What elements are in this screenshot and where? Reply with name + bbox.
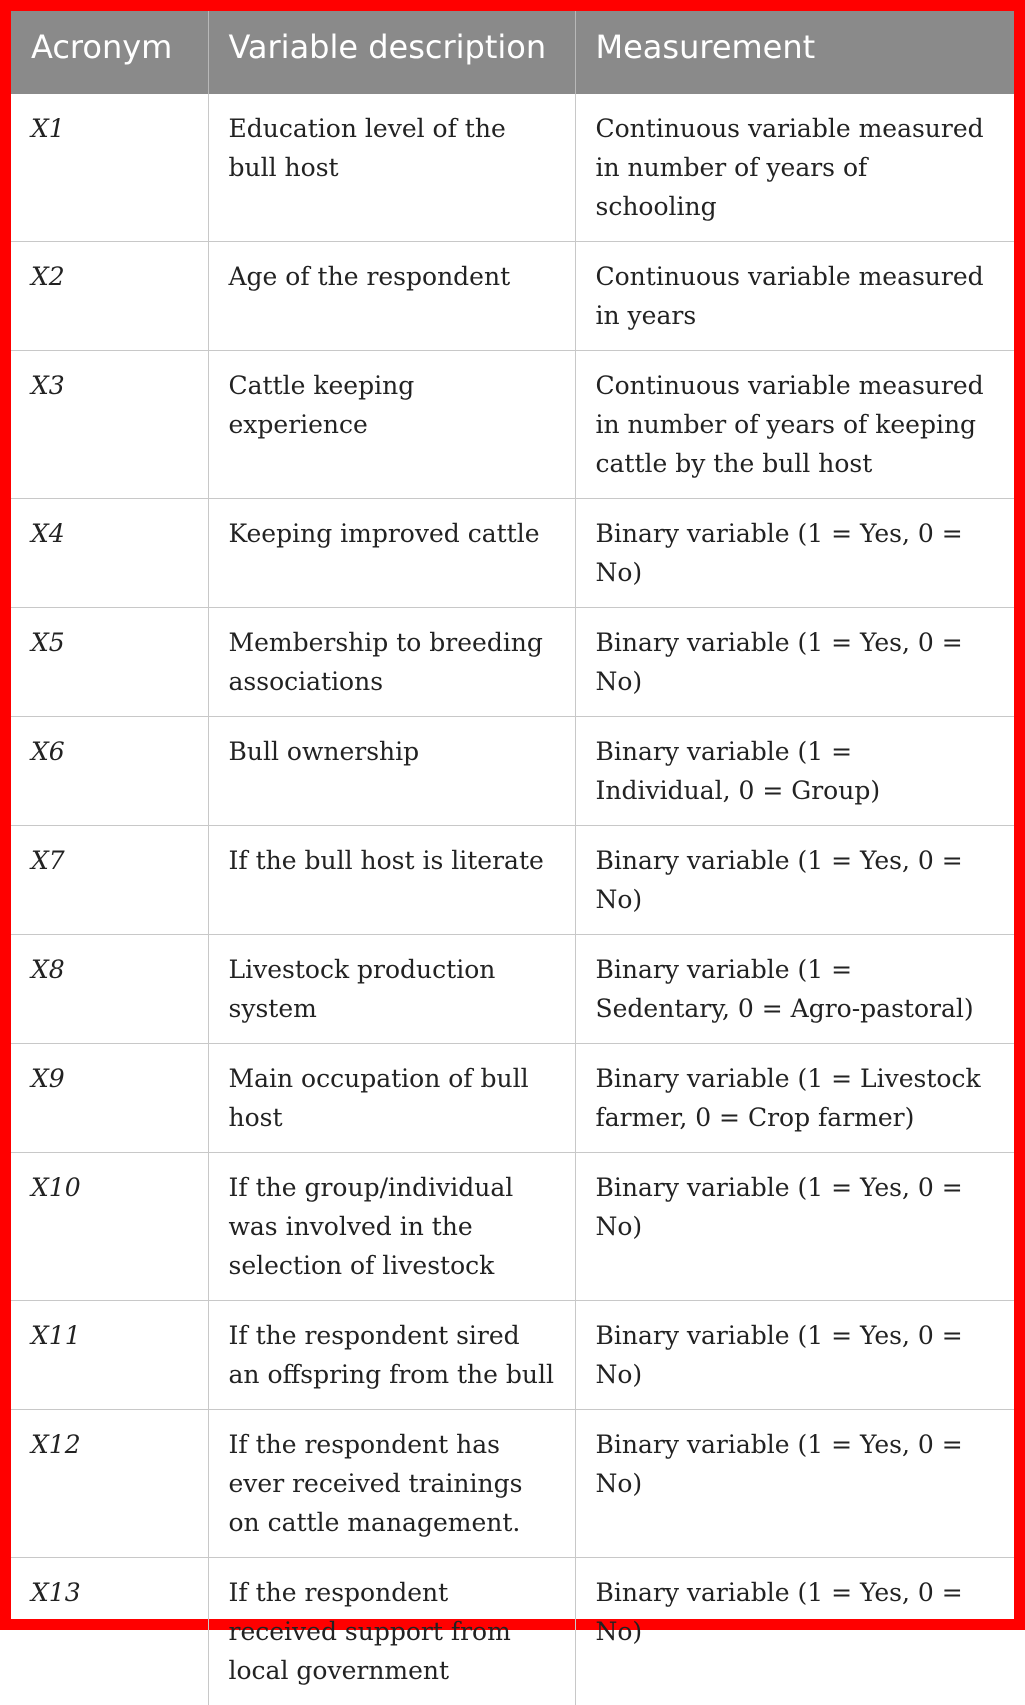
cell-acronym: X7 bbox=[11, 826, 208, 935]
header-row bbox=[11, 11, 1014, 94]
table-header bbox=[11, 11, 1014, 94]
cell-acronym: X11 bbox=[11, 1301, 208, 1410]
cell-description: Membership to breeding associations bbox=[208, 608, 575, 717]
table-row bbox=[11, 94, 1014, 242]
cell-measurement: Continuous variable measured in number of years of schooling bbox=[575, 94, 1014, 242]
cell-description: Main occupation of bull host bbox=[208, 1044, 575, 1153]
table-row bbox=[11, 1153, 1014, 1301]
cell-measurement: Binary variable (1 = Yes, 0 = No) bbox=[575, 826, 1014, 935]
cell-measurement: Continuous variable measured in years bbox=[575, 242, 1014, 351]
cell-acronym: X2 bbox=[11, 242, 208, 351]
cell-measurement: Binary variable (1 = Yes, 0 = No) bbox=[575, 499, 1014, 608]
cell-description: If the bull host is literate bbox=[208, 826, 575, 935]
cell-measurement: Binary variable (1 = Yes, 0 = No) bbox=[575, 1558, 1014, 1705]
cell-acronym: X4 bbox=[11, 499, 208, 608]
cell-acronym: X8 bbox=[11, 935, 208, 1044]
cell-measurement: Binary variable (1 = Yes, 0 = No) bbox=[575, 608, 1014, 717]
table-row bbox=[11, 935, 1014, 1044]
cell-measurement: Binary variable (1 = Yes, 0 = No) bbox=[575, 1410, 1014, 1558]
cell-description: If the respondent received support from local government bbox=[208, 1558, 575, 1705]
cell-measurement: Binary variable (1 = Sedentary, 0 = Agro-pastoral) bbox=[575, 935, 1014, 1044]
cell-measurement: Binary variable (1 = Yes, 0 = No) bbox=[575, 1301, 1014, 1410]
cell-measurement: Binary variable (1 = Livestock farmer, 0 = Crop farmer) bbox=[575, 1044, 1014, 1153]
table-row bbox=[11, 1558, 1014, 1705]
cell-description: Livestock production system bbox=[208, 935, 575, 1044]
table-row bbox=[11, 1044, 1014, 1153]
cell-acronym: X10 bbox=[11, 1153, 208, 1301]
table-row bbox=[11, 242, 1014, 351]
header-variable-description: Variable description bbox=[208, 11, 575, 94]
table-row bbox=[11, 499, 1014, 608]
table-body bbox=[11, 94, 1014, 1705]
table-row bbox=[11, 1410, 1014, 1558]
header-acronym: Acronym bbox=[11, 11, 208, 94]
header-measurement: Measurement bbox=[575, 11, 1014, 94]
cell-acronym: X9 bbox=[11, 1044, 208, 1153]
table-row bbox=[11, 1301, 1014, 1410]
cell-description: Age of the respondent bbox=[208, 242, 575, 351]
cell-description: If the group/individual was involved in the selection of livestock bbox=[208, 1153, 575, 1301]
table-row bbox=[11, 717, 1014, 826]
cell-acronym: X12 bbox=[11, 1410, 208, 1558]
cell-measurement: Binary variable (1 = Yes, 0 = No) bbox=[575, 1153, 1014, 1301]
cell-measurement: Binary variable (1 = Individual, 0 = Group) bbox=[575, 717, 1014, 826]
cell-description: Keeping improved cattle bbox=[208, 499, 575, 608]
cell-description: If the respondent sired an offspring from the bull bbox=[208, 1301, 575, 1410]
cell-acronym: X1 bbox=[11, 94, 208, 242]
cell-measurement: Continuous variable measured in number of years of keeping cattle by the bull host bbox=[575, 351, 1014, 499]
table-row bbox=[11, 608, 1014, 717]
table-row bbox=[11, 826, 1014, 935]
cell-description: Cattle keeping experience bbox=[208, 351, 575, 499]
cell-acronym: X6 bbox=[11, 717, 208, 826]
cell-acronym: X5 bbox=[11, 608, 208, 717]
cell-description: If the respondent has ever received trainings on cattle management. bbox=[208, 1410, 575, 1558]
cell-acronym: X3 bbox=[11, 351, 208, 499]
variables-table bbox=[11, 11, 1014, 1705]
cell-description: Bull ownership bbox=[208, 717, 575, 826]
cell-description: Education level of the bull host bbox=[208, 94, 575, 242]
cell-acronym: X13 bbox=[11, 1558, 208, 1705]
table-row bbox=[11, 351, 1014, 499]
